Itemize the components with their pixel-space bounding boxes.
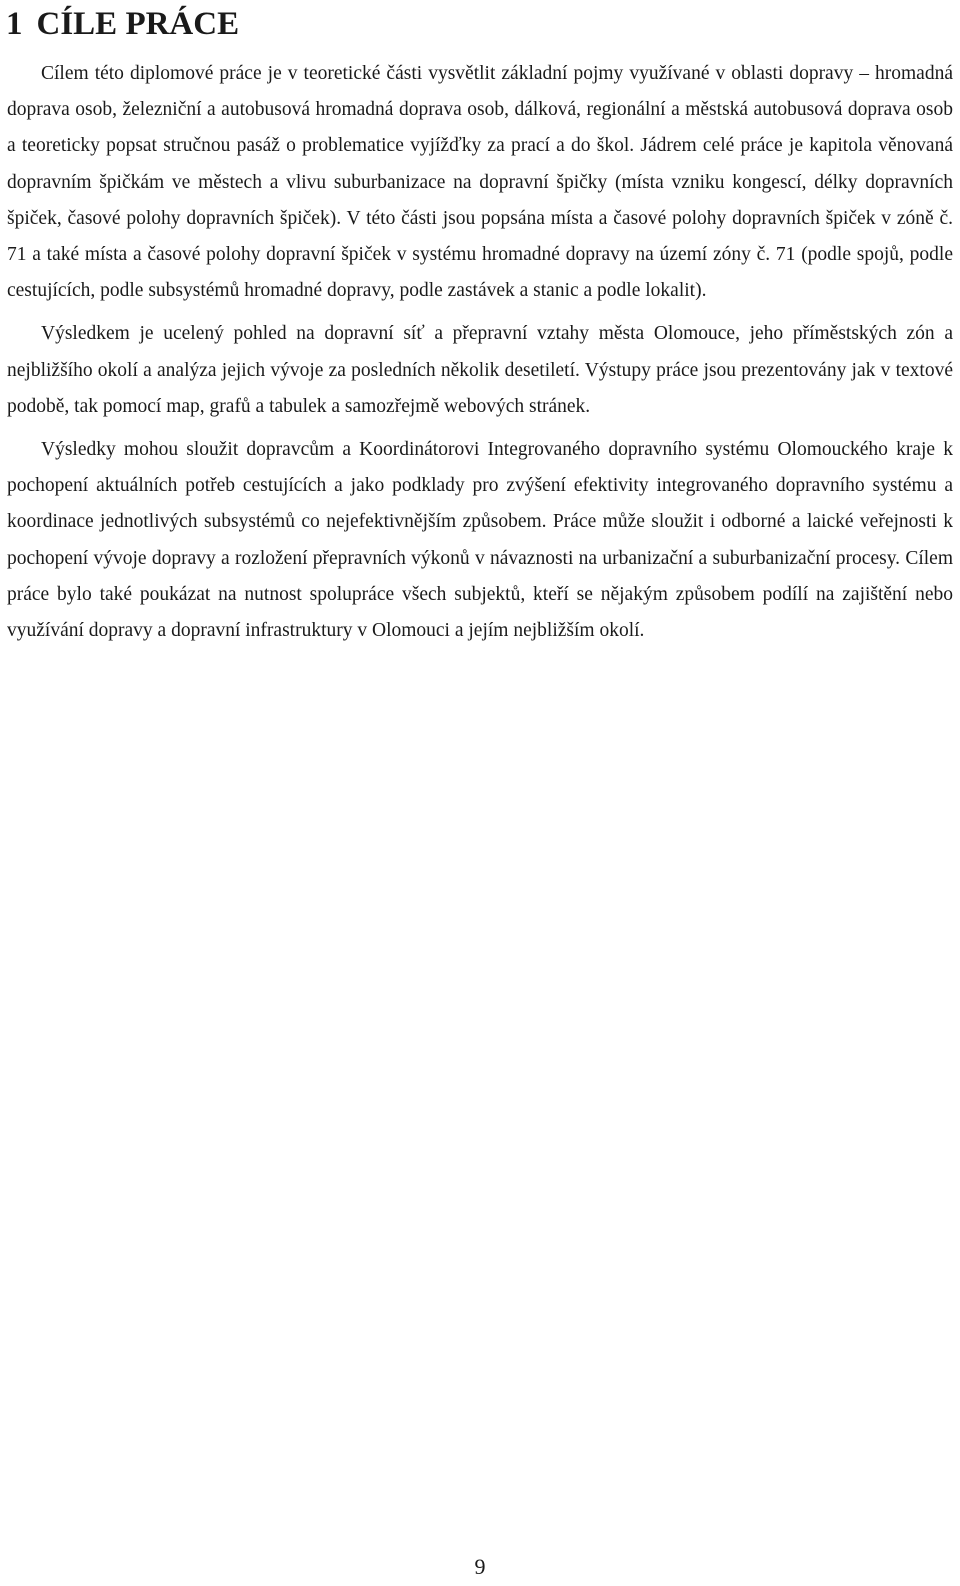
paragraph-goals: Cílem této diplomové práce je v teoretické části vysvětlit základní pojmy využívané v oblasti dopravy – hromadná doprava osob, železniční a autobusová hromadná doprava osob, dálková, regionální a městská autobusová doprava osob a teoreticky popsat stručnou pasáž o problematice vyjížďky za prací a do škol. Jádrem celé práce je kapitola věnovaná dopravním špičkám ve městech a vlivu suburbanizace na dopravní špičky (místa vzniku kongescí, délky dopravních špiček, časové polohy dopravních špiček). V této části jsou popsána místa a časové polohy dopravních špiček v zóně č. 71 a také místa a časové polohy dopravní špiček v systému hromadné dopravy na území zóny č. 71 (podle spojů, podle cestujících, podle subsystémů hromadné dopravy, podle zastávek a stanic a podle lokalit). [7,63,953,302]
chapter-heading [6,2,239,46]
paragraph-benefits: Výsledky mohou sloužit dopravcům a Koordinátorovi Integrovaného dopravního systému Olomouckého kraje k pochopení aktuálních potřeb cestujících a jako podklady pro zvýšení efektivity integrovaného dopravního systému a koordinace jednotlivých subsystémů co nejefektivnějším způsobem. Práce může sloužit i odborné a laické veřejnosti k pochopení vývoje dopravy a rozložení přepravních výkonů v návaznosti na urbanizační a suburbanizační procesy. Cílem práce bylo také poukázat na nutnost spolupráce všech subjektů, kteří se nějakým způsobem podílí na zajištění nebo využívání dopravy a dopravní infrastruktury v Olomouci a jejím nejbližším okolí. [7,439,953,642]
chapter-title: CÍLE PRÁCE [36,6,240,42]
paragraph-results: Výsledkem je ucelený pohled na dopravní síť a přepravní vztahy města Olomouce, jeho příměstských zón a nejbližšího okolí a analýza jejich vývoje za posledních několik desetiletí. Výstupy práce jsou prezentovány jak v textové podobě, tak pomocí map, grafů a tabulek a samozřejmě webových stránek. [7,323,953,417]
body-text [7,56,953,656]
page-number: 9 [474,1554,486,1579]
chapter-number: 1 [6,6,23,42]
